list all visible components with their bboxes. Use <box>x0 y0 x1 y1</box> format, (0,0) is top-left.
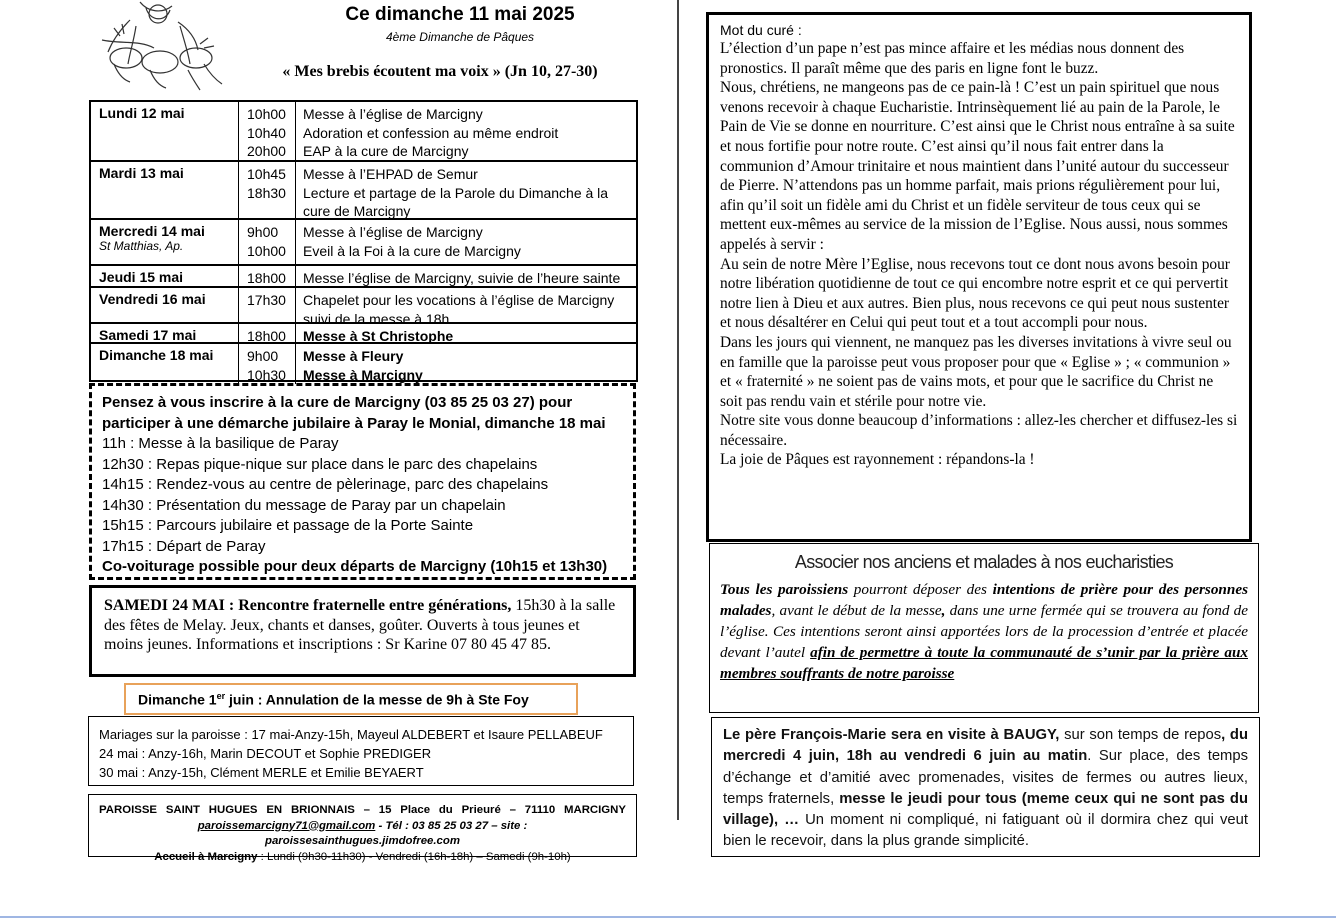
emphasis: messe le jeudi pour tous (meme ceux qui ne sont pas du village), … <box>723 790 1248 829</box>
pilgrimage-item: 14h15 : Rendez-vous au centre de pèlerinage, parc des chapelains <box>102 476 549 493</box>
priest-visit-box <box>711 717 1260 857</box>
accueil-hours: : Lundi (9h30-11h30) - Vendredi (16h-18h) – Samedi (9h-10h) <box>257 850 571 863</box>
parish-phone-site: - Tél : 03 85 25 03 27 – site : paroissesainthugues.jimdofree.com <box>265 819 528 847</box>
wedding-line: 30 mai : Anzy-15h, Clément MERLE et Emilie BEYAERT <box>99 765 424 780</box>
schedule-time: 10h00 <box>247 242 286 259</box>
schedule-events <box>303 165 633 221</box>
cancellation-text: juin : Annulation de la messe de 9h à Ste Foy <box>225 691 529 708</box>
schedule-event: Messe à l’église de Marcigny <box>303 224 483 240</box>
cancellation-date: Dimanche 1 <box>138 691 217 708</box>
emphasis: Tous les paroissiens <box>720 581 849 598</box>
schedule-day-name: Lundi 12 mai <box>99 105 185 121</box>
bulletin-date: Ce dimanche 11 mai 2025 <box>345 4 575 25</box>
priest-message-paragraph: L’élection d’un pape n’est pas mince affaire et les médias nous donnent des pronostics. Il paraît même que des paris en ligne font le buzz. <box>720 40 1185 77</box>
schedule-day-name: Vendredi 16 mai <box>99 291 206 307</box>
schedule-event: Eveil à la Foi à la cure de Marcigny <box>303 242 521 259</box>
priest-message-paragraph: Notre site vous donne beaucoup d’informations : allez-les chercher et diffusez-les si nécessaire. <box>720 412 1238 449</box>
priest-message-paragraph: La joie de Pâques est rayonnement : répandons-la ! <box>720 451 1035 469</box>
weddings-box <box>88 716 634 786</box>
schedule-row <box>91 322 636 344</box>
schedule-time: 10h45 <box>247 166 286 182</box>
generations-meeting-title: SAMEDI 24 MAI : Rencontre fraternelle entre générations, <box>104 597 512 614</box>
sick-intentions-box <box>709 543 1259 713</box>
schedule-events <box>303 269 633 288</box>
body-text: pourront déposer des <box>848 581 993 598</box>
schedule-events <box>303 223 633 260</box>
schedule-time: 18h00 <box>247 328 286 344</box>
schedule-event: Adoration et confession au même endroit <box>303 124 559 141</box>
schedule-times <box>238 266 296 288</box>
schedule-event: Chapelet pour les vocations à l’église de Marcigny suivi de la messe à 18h <box>303 292 615 327</box>
sick-intentions-title: Associer nos anciens et malades à nos eucharisties <box>794 552 1174 572</box>
schedule-day <box>99 327 196 343</box>
schedule-time: 9h00 <box>247 348 279 364</box>
shepherd-illustration <box>100 0 232 96</box>
schedule-times <box>238 162 296 220</box>
parish-address: PAROISSE SAINT HUGUES EN BRIONNAIS – 15 Place du Prieuré – 71110 MARCIGNY <box>99 804 626 816</box>
liturgical-sunday: 4ème Dimanche de Pâques <box>385 30 535 44</box>
pilgrimage-heading: Pensez à vous inscrire à la cure de Marcigny (03 85 25 03 27) pour participer à une démarche jubilaire à Paray le Monial, dimanche 18 mai <box>102 394 606 432</box>
schedule-day <box>99 223 205 253</box>
schedule-event: Lecture et partage de la Parole du Dimanche à la cure de Marcigny <box>303 184 609 219</box>
schedule-day-name: Jeudi 15 mai <box>99 269 184 285</box>
schedule-day-name: Mercredi 14 mai <box>99 223 205 239</box>
schedule-event: Messe à Marcigny <box>303 366 423 383</box>
parish-contact-footer <box>88 794 637 863</box>
schedule-day <box>99 291 206 307</box>
schedule-day-name: Mardi 13 mai <box>99 165 184 181</box>
pilgrimage-item: 15h15 : Parcours jubilaire et passage de la Porte Sainte <box>102 517 474 534</box>
emphasis: Le père François-Marie sera en visite à BAUGY, <box>723 727 1060 743</box>
emphasis: , du mercredi 4 juin, 18h au vendredi 6 juin au matin <box>723 727 1249 765</box>
body-text: . Sur place, des temps d’échange et d’amitié avec promenades, visites de fermes ou autres lieux, temps fraternels, <box>723 748 1248 807</box>
schedule-row <box>91 218 636 266</box>
schedule-time: 18h00 <box>247 270 286 286</box>
emphasis: intentions de prière pour des personnes malades <box>720 581 1248 619</box>
schedule-time: 18h30 <box>247 184 286 201</box>
schedule-events <box>303 105 633 161</box>
column-divider <box>677 0 679 820</box>
schedule-event: Messe à St Christophe <box>303 328 454 344</box>
schedule-day-name: Samedi 17 mai <box>99 327 197 343</box>
cancellation-notice <box>124 683 578 715</box>
schedule-row <box>91 102 636 160</box>
generations-meeting-text: 15h30 à la salle des fêtes de Melay. Jeux, chants et danses, goûter. Ouverts à tous jeunes et moins jeunes. Informations et inscriptions : Sr Karine 07 80 45 47 85. <box>104 597 616 654</box>
priest-message-paragraph: Dans les jours qui viennent, ne manquez pas les diverses invitations à vivre seul ou en famille que la paroisse peut vous proposer pour que « Eglise » ; « communion » et « fraternité » ne soient pas de vains mots, et pour que le sacrifice du Christ ne soit pas rendu vain et stérile pour notre vie. <box>720 333 1232 410</box>
schedule-row <box>91 286 636 327</box>
cancellation-superscript: er <box>216 691 226 701</box>
body-text: dans une urne fermée qui se trouvera au fond de l’église. Ces intentions seront ainsi apportées lors de la procession d’entrée et placée devant l’autel <box>720 602 1248 661</box>
schedule-event: Messe l’église de Marcigny, suivie de l’heure sainte <box>303 270 621 286</box>
pilgrimage-item: 12h30 : Repas pique-nique sur place dans le parc des chapelains <box>102 455 538 473</box>
pilgrimage-item: 17h15 : Départ de Paray <box>102 537 266 555</box>
schedule-day <box>99 269 183 285</box>
wedding-line: Mariages sur la paroisse : 17 mai-Anzy-15h, Mayeul ALDEBERT et Isaure PELLABEUF <box>99 727 603 742</box>
priest-message-paragraph: Au sein de notre Mère l’Eglise, nous recevons tout ce dont nous avons besoin pour notre libération quotidienne de tout ce qui encombre notre esprit et ce qui pervertit notre lien à Dieu et aux autres. Bien plus, nous recevons ce qui peut nous sustenter et nous désaltérer en Celui qui peut tout et a tout accompli pour nous. <box>720 255 1230 332</box>
priest-message-body <box>720 39 1238 470</box>
body-text: , avant le début de la messe <box>771 602 942 619</box>
schedule-time: 10h00 <box>247 106 286 122</box>
accueil-label: Accueil à Marcigny <box>154 850 258 863</box>
priest-message-title: Mot du curé : <box>720 22 802 38</box>
schedule-event: EAP à la cure de Marcigny <box>303 143 469 159</box>
priest-message-box <box>706 12 1252 542</box>
gospel-title: « Mes brebis écoutent ma voix » (Jn 10, 27-30) <box>282 63 598 80</box>
schedule-times <box>238 220 296 266</box>
parish-email-link[interactable]: paroissemarcigny71@gmail.com <box>197 819 376 832</box>
schedule-time: 10h30 <box>247 366 286 383</box>
schedule-day <box>99 165 184 181</box>
body-text: sur son temps de repos <box>1059 727 1222 743</box>
schedule-row <box>91 160 636 220</box>
schedule-saint: St Matthias, Ap. <box>99 239 184 253</box>
schedule-time: 20h00 <box>247 143 286 159</box>
schedule-time: 17h30 <box>247 292 286 308</box>
schedule-row <box>91 342 636 384</box>
schedule-event: Messe à Fleury <box>303 348 404 364</box>
wedding-line: 24 mai : Anzy-16h, Marin DECOUT et Sophie PREDIGER <box>99 746 432 761</box>
schedule-times <box>238 288 296 324</box>
schedule-event: Messe à l’EHPAD de Semur <box>303 166 478 182</box>
pilgrimage-item: 11h : Messe à la basilique de Paray <box>102 435 339 452</box>
schedule-day <box>99 105 185 121</box>
sick-intentions-body <box>720 579 1248 684</box>
generations-meeting-box <box>89 585 636 677</box>
schedule-time: 10h40 <box>247 124 286 141</box>
pilgrimage-box <box>89 383 636 580</box>
weekly-schedule <box>89 100 638 382</box>
schedule-times <box>238 102 296 160</box>
underlined-emphasis: afin de permettre à toute la communauté de s’unir par la prière aux membres souffrants de notre paroisse <box>720 644 1248 682</box>
schedule-event: Messe à l’église de Marcigny <box>303 106 483 122</box>
pilgrimage-carpool: Co-voiturage possible pour deux départs de Marcigny (10h15 et 13h30) <box>102 558 608 575</box>
schedule-time: 9h00 <box>247 224 279 240</box>
schedule-times <box>238 324 296 344</box>
pilgrimage-item: 14h30 : Présentation du message de Paray par un chapelain <box>102 496 506 514</box>
schedule-times <box>238 344 296 384</box>
schedule-day <box>99 347 213 363</box>
page-bottom-edge <box>0 916 1336 918</box>
schedule-events <box>303 347 633 384</box>
schedule-row <box>91 264 636 288</box>
priest-message-paragraph: Nous, chrétiens, ne mangeons pas de ce pain-là ! C’est un pain spirituel que nous venons recevoir à chaque Eucharistie. Intrinsèquement lié au pain de la Parole, le Pain de Vie se donne en nourriture. C’est ainsi que le Christ nous entraîne à sa suite et nous fortifie pour notre route. C’est ainsi qu’il nous fait entrer dans la communion d’Amour trinitaire et nous maintient dans l’unité autour du successeur de Pierre. N’attendons pas un homme parfait, mais prions régulièrement pour lui, afin qu’il soit un fidèle ami du Christ et un fidèle serviteur de tous ceux qui se mettent eux-mêmes au service de la mission de l’Eglise. Nous aussi, nous sommes appelés à servir : <box>720 79 1235 253</box>
schedule-day-name: Dimanche 18 mai <box>99 347 214 363</box>
emphasis: , <box>941 602 946 619</box>
body-text: Un moment ni compliqué, ni fatiguant où il dormira chez qui veut bien le recevoir, dans la plus grande simplicité. <box>723 812 1248 850</box>
